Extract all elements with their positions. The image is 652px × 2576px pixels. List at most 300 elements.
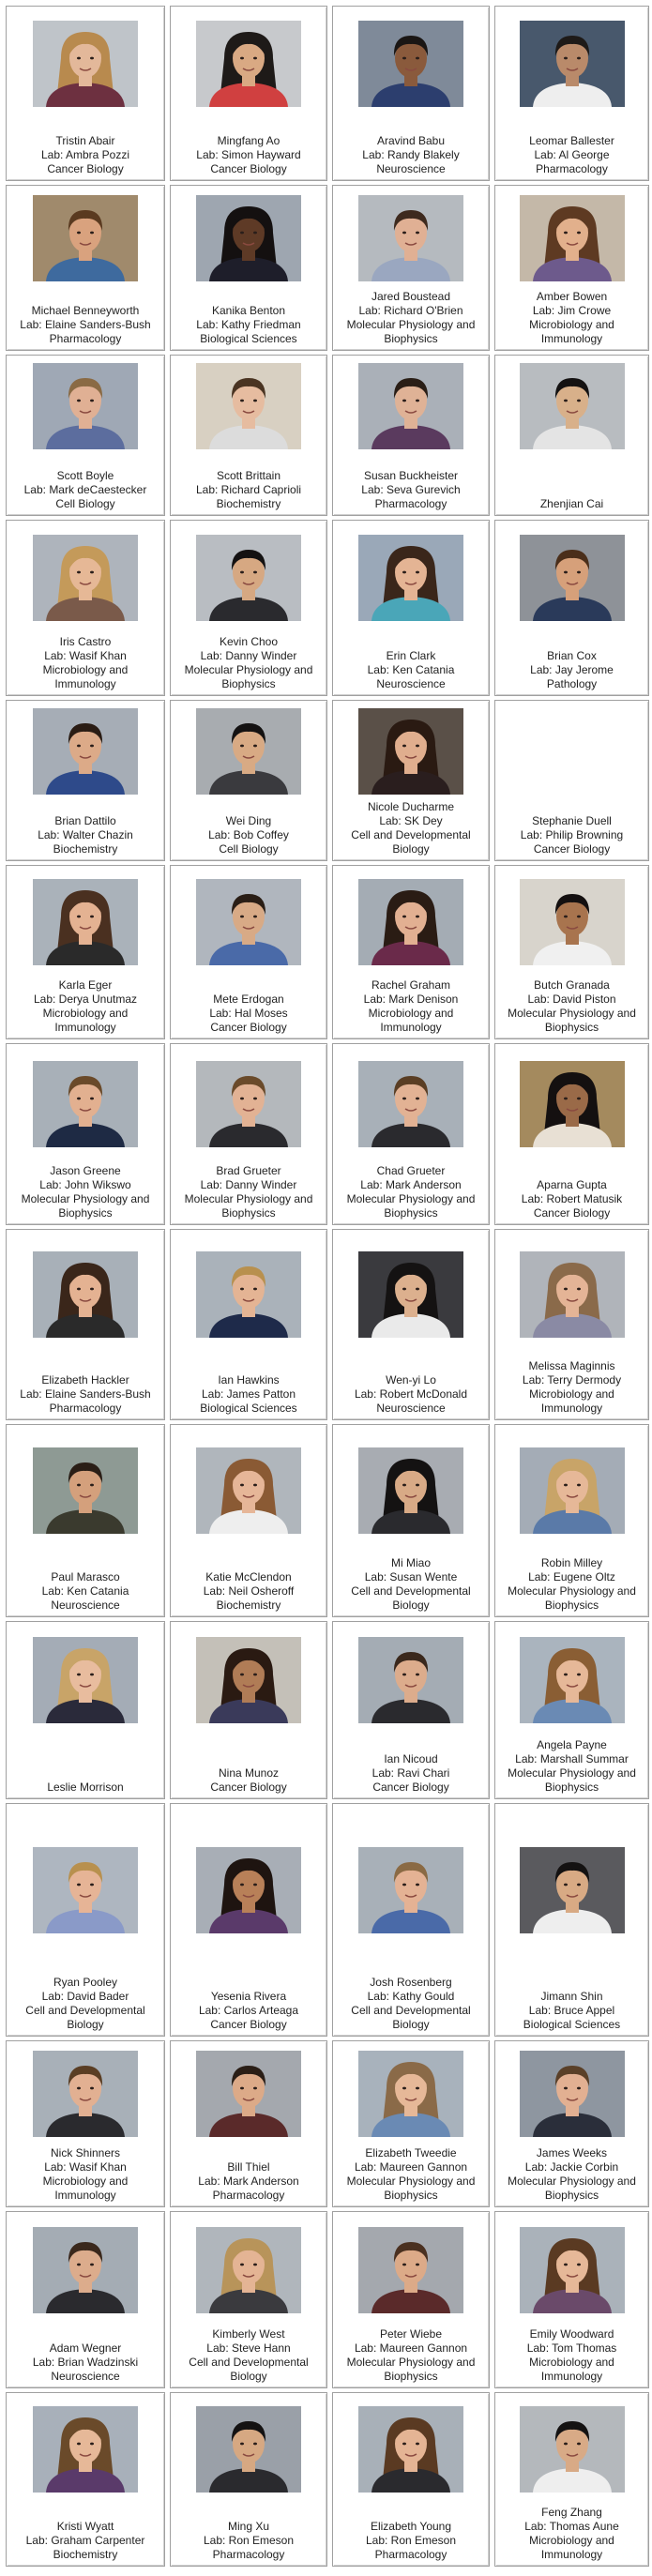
person-info — [173, 2160, 325, 2203]
portrait-photo — [196, 195, 301, 281]
portrait-photo — [33, 879, 138, 965]
person-name: Kevin Choo — [219, 635, 279, 648]
lab-label: Lab: David Piston — [527, 993, 616, 1006]
portrait-photo — [358, 363, 463, 449]
person-info — [497, 1738, 646, 1795]
portrait-photo — [358, 1637, 463, 1723]
person-name: Jimann Shin — [540, 1990, 603, 2003]
department-label: Molecular Physiology and — [184, 1192, 313, 1205]
portrait-photo — [520, 1847, 625, 1933]
person-card — [6, 2211, 165, 2388]
portrait-photo — [520, 2406, 625, 2493]
person-card — [494, 1424, 649, 1617]
person-name: Paul Marasco — [51, 1570, 120, 1583]
person-name: Amber Bowen — [536, 290, 608, 303]
person-info — [335, 1976, 487, 2032]
person-name: Jason Greene — [50, 1164, 121, 1177]
person-card — [6, 185, 165, 351]
person-info — [335, 290, 487, 346]
person-name: Kimberly West — [212, 2327, 285, 2341]
lab-label: Lab: Philip Browning — [520, 828, 624, 841]
person-card — [494, 1803, 649, 2037]
lab-label: Lab: Richard O'Brien — [358, 304, 463, 317]
person-name: Nina Munoz — [218, 1766, 280, 1780]
department-label: Molecular Physiology and — [508, 1584, 636, 1598]
person-name: Brian Cox — [547, 649, 597, 662]
department-label: Pharmacology — [212, 2189, 285, 2202]
portrait-photo — [358, 1251, 463, 1338]
department-label: Biophysics — [58, 1206, 113, 1220]
person-info — [173, 993, 325, 1035]
person-name: Yesenia Rivera — [210, 1990, 287, 2003]
person-info — [173, 1766, 325, 1795]
person-card — [170, 185, 327, 351]
department-label: Cell Biology — [55, 497, 115, 510]
person-card — [332, 2211, 490, 2388]
person-card — [494, 6, 649, 181]
portrait-photo — [358, 195, 463, 281]
person-info — [335, 2520, 487, 2562]
person-card — [6, 520, 165, 696]
lab-label: Lab: Marshall Summar — [515, 1752, 629, 1765]
department-label: Immunology — [54, 1021, 116, 1034]
lab-label: Lab: Graham Carpenter — [25, 2534, 145, 2547]
lab-label: Lab: Jackie Corbin — [524, 2160, 619, 2174]
lab-label: Lab: Ambra Pozzi — [40, 148, 130, 161]
person-info — [497, 814, 646, 856]
portrait-photo — [358, 708, 463, 795]
portrait-photo — [358, 535, 463, 621]
lab-label: Lab: Susan Wente — [364, 1570, 458, 1583]
portrait-photo — [196, 1847, 301, 1933]
portrait-photo — [196, 2227, 301, 2313]
lab-label: Lab: Jay Jerome — [530, 663, 614, 676]
department-label: Biophysics — [384, 2370, 438, 2383]
lab-label: Lab: Elaine Sanders-Bush — [20, 318, 151, 331]
person-card — [6, 1621, 165, 1799]
person-info — [8, 1780, 162, 1795]
lab-label: Lab: Jim Crowe — [532, 304, 612, 317]
portrait-photo — [33, 2051, 138, 2137]
person-card — [6, 700, 165, 861]
lab-label: Lab: Danny Winder — [200, 649, 297, 662]
person-name: Elizabeth Tweedie — [365, 2146, 457, 2159]
department-label: Molecular Physiology and — [346, 2174, 476, 2188]
portrait-photo — [33, 363, 138, 449]
person-card — [494, 355, 649, 516]
portrait-photo — [520, 535, 625, 621]
person-info — [8, 2520, 162, 2562]
department-label: Biochemistry — [53, 2548, 118, 2561]
person-info — [497, 2506, 646, 2562]
person-name: James Weeks — [536, 2146, 608, 2159]
lab-label: Lab: Al George — [534, 148, 610, 161]
portrait-photo — [196, 535, 301, 621]
portrait-photo — [520, 1251, 625, 1338]
department-label: Cell and Developmental — [25, 2004, 145, 2017]
person-card — [332, 185, 490, 351]
department-label: Pharmacology — [374, 497, 447, 510]
lab-label: Lab: Richard Caprioli — [195, 483, 302, 496]
person-card — [494, 1229, 649, 1420]
lab-label: Lab: Kathy Gould — [367, 1990, 455, 2003]
person-name: Peter Wiebe — [379, 2327, 443, 2341]
department-label: Cell and Developmental — [189, 2356, 309, 2369]
person-card — [6, 1043, 165, 1225]
lab-label: Lab: Maureen Gannon — [354, 2160, 468, 2174]
lab-label: Lab: Thomas Aune — [524, 2520, 619, 2533]
department-label: Neuroscience — [376, 162, 446, 175]
department-label: Immunology — [380, 1021, 442, 1034]
department-label: Immunology — [540, 1402, 603, 1415]
department-label: Biophysics — [221, 1206, 276, 1220]
person-card — [170, 1424, 327, 1617]
person-card — [494, 2211, 649, 2388]
portrait-photo — [358, 2406, 463, 2493]
lab-label: Lab: Terry Dermody — [522, 1373, 622, 1386]
lab-label: Lab: Ken Catania — [41, 1584, 129, 1598]
person-info — [497, 1990, 646, 2032]
person-card — [170, 2392, 327, 2567]
lab-label: Lab: Elaine Sanders-Bush — [20, 1387, 151, 1401]
lab-label: Lab: SK Dey — [379, 814, 443, 827]
person-info — [335, 1164, 487, 1220]
department-label: Cancer Biology — [210, 1021, 287, 1034]
department-label: Microbiology and — [529, 2534, 614, 2547]
person-name: Ian Nicoud — [384, 1752, 438, 1765]
department-label: Immunology — [540, 2370, 603, 2383]
person-name: Nicole Ducharme — [367, 800, 455, 813]
department-label: Biological Sciences — [200, 1402, 297, 1415]
portrait-photo — [196, 1061, 301, 1147]
lab-label: Lab: Eugene Oltz — [528, 1570, 615, 1583]
portrait-photo — [358, 2227, 463, 2313]
person-card — [494, 185, 649, 351]
person-info — [497, 2146, 646, 2203]
person-name: Iris Castro — [59, 635, 112, 648]
person-info — [173, 134, 325, 176]
lab-label: Lab: Seva Gurevich — [361, 483, 461, 496]
person-card — [170, 2040, 327, 2207]
person-info — [497, 1178, 646, 1220]
department-label: Pharmacology — [536, 162, 608, 175]
department-label: Neuroscience — [376, 1402, 446, 1415]
person-info — [173, 2327, 325, 2384]
person-name: Susan Buckheister — [363, 469, 459, 482]
department-label: Molecular Physiology and — [508, 2174, 636, 2188]
department-label: Cell and Developmental — [351, 1584, 471, 1598]
department-label: Neuroscience — [376, 677, 446, 690]
person-info — [8, 469, 162, 511]
person-name: Aparna Gupta — [537, 1178, 607, 1191]
person-name: Ian Hawkins — [218, 1373, 280, 1386]
department-label: Pharmacology — [212, 2548, 285, 2561]
person-name: Zhenjian Cai — [539, 497, 604, 510]
portrait-photo — [520, 1061, 625, 1147]
person-card — [332, 1229, 490, 1420]
person-card — [170, 1803, 327, 2037]
department-label: Neuroscience — [51, 1599, 120, 1612]
person-info — [8, 134, 162, 176]
person-card — [170, 2211, 327, 2388]
person-card — [494, 2040, 649, 2207]
portrait-photo — [33, 708, 138, 795]
person-name: Emily Woodward — [529, 2327, 614, 2341]
portrait-photo — [358, 21, 463, 107]
person-info — [173, 1164, 325, 1220]
department-label: Molecular Physiology and — [346, 2356, 476, 2369]
person-name: Wen-yi Lo — [386, 1373, 436, 1386]
person-card — [6, 355, 165, 516]
department-label: Immunology — [540, 2548, 603, 2561]
portrait-photo — [33, 2227, 138, 2313]
person-card — [332, 1803, 490, 2037]
person-card — [332, 1424, 490, 1617]
portrait-photo — [358, 1447, 463, 1534]
portrait-photo — [196, 1637, 301, 1723]
portrait-photo — [33, 1447, 138, 1534]
person-info — [173, 304, 325, 346]
person-name: Angela Payne — [537, 1738, 607, 1751]
lab-label: Lab: Bob Coffey — [208, 828, 289, 841]
department-label: Biological Sciences — [523, 2018, 621, 2031]
person-info — [335, 1373, 487, 1416]
lab-label: Lab: Ken Catania — [367, 663, 455, 676]
portrait-photo — [358, 2051, 463, 2137]
department-label: Microbiology and — [529, 318, 614, 331]
portrait-photo — [196, 2406, 301, 2493]
person-info — [8, 2341, 162, 2384]
department-label: Neuroscience — [51, 2370, 120, 2383]
lab-label: Lab: Maureen Gannon — [354, 2341, 468, 2355]
department-label: Cancer Biology — [533, 842, 611, 856]
person-name: Leomar Ballester — [529, 134, 614, 147]
lab-label: Lab: Steve Hann — [206, 2341, 291, 2355]
portrait-photo — [33, 21, 138, 107]
person-card — [494, 700, 649, 861]
person-info — [497, 1359, 646, 1416]
department-label: Cell and Developmental — [351, 828, 471, 841]
department-label: Cancer Biology — [210, 2018, 287, 2031]
person-name: Wei Ding — [225, 814, 272, 827]
department-label: Pharmacology — [49, 1402, 122, 1415]
department-label: Biophysics — [384, 1206, 438, 1220]
person-name: Brian Dattilo — [54, 814, 116, 827]
person-name: Michael Benneyworth — [31, 304, 140, 317]
person-info — [8, 635, 162, 691]
person-name: Josh Rosenberg — [370, 1976, 452, 1989]
person-name: Scott Boyle — [56, 469, 114, 482]
person-info — [497, 2327, 646, 2384]
person-card — [494, 1043, 649, 1225]
person-info — [335, 978, 487, 1035]
person-name: Katie McClendon — [205, 1570, 292, 1583]
portrait-photo — [196, 1251, 301, 1338]
department-label: Biochemistry — [53, 842, 118, 856]
person-info — [8, 978, 162, 1035]
portrait-photo — [196, 1447, 301, 1534]
department-label: Biophysics — [544, 1599, 599, 1612]
portrait-photo — [33, 1061, 138, 1147]
person-info — [497, 978, 646, 1035]
person-info — [497, 290, 646, 346]
lab-label: Lab: Wasif Khan — [44, 2160, 127, 2174]
lab-label: Lab: Tom Thomas — [526, 2341, 617, 2355]
department-label: Biophysics — [221, 677, 276, 690]
lab-label: Lab: Mark Denison — [363, 993, 459, 1006]
person-info — [497, 649, 646, 691]
person-info — [497, 1556, 646, 1613]
portrait-photo — [520, 1447, 625, 1534]
department-label: Biological Sciences — [200, 332, 297, 345]
person-info — [173, 635, 325, 691]
person-card — [494, 2392, 649, 2567]
portrait-photo — [33, 1637, 138, 1723]
lab-label: Lab: Hal Moses — [209, 1007, 288, 1020]
department-label: Pharmacology — [49, 332, 122, 345]
person-name: Melissa Maginnis — [528, 1359, 615, 1372]
person-name: Mi Miao — [390, 1556, 431, 1569]
person-name: Elizabeth Hackler — [41, 1373, 129, 1386]
person-card — [170, 1229, 327, 1420]
person-info — [335, 134, 487, 176]
lab-label: Lab: Neil Osheroff — [203, 1584, 295, 1598]
person-card — [6, 6, 165, 181]
lab-label: Lab: Derya Unutmaz — [33, 993, 138, 1006]
person-card — [332, 700, 490, 861]
department-label: Biophysics — [384, 332, 438, 345]
department-label: Biochemistry — [216, 1599, 281, 1612]
person-card — [170, 6, 327, 181]
department-label: Cancer Biology — [210, 1780, 287, 1794]
person-name: Brad Grueter — [216, 1164, 281, 1177]
person-info — [335, 800, 487, 856]
person-name: Bill Thiel — [227, 2160, 270, 2174]
portrait-photo — [520, 1637, 625, 1723]
department-label: Biophysics — [544, 1021, 599, 1034]
person-card — [332, 6, 490, 181]
portrait-photo — [520, 2227, 625, 2313]
person-info — [335, 1752, 487, 1795]
department-label: Biology — [392, 842, 430, 856]
person-card — [6, 2392, 165, 2567]
person-info — [8, 1570, 162, 1613]
person-card — [170, 1621, 327, 1799]
person-card — [170, 700, 327, 861]
department-label: Pathology — [546, 677, 598, 690]
person-name: Rachel Graham — [371, 978, 451, 992]
lab-label: Lab: Bruce Appel — [528, 2004, 615, 2017]
department-label: Microbiology and — [42, 1007, 129, 1020]
department-label: Biophysics — [384, 2189, 438, 2202]
person-name: Kanika Benton — [211, 304, 286, 317]
lab-label: Lab: Walter Chazin — [38, 828, 133, 841]
department-label: Cell and Developmental — [351, 2004, 471, 2017]
department-label: Molecular Physiology and — [21, 1192, 150, 1205]
portrait-photo — [33, 2406, 138, 2493]
person-name: Adam Wegner — [49, 2341, 122, 2355]
portrait-photo — [196, 21, 301, 107]
person-name: Chad Grueter — [376, 1164, 446, 1177]
person-card — [170, 865, 327, 1039]
department-label: Biology — [67, 2018, 104, 2031]
portrait-photo — [196, 879, 301, 965]
person-card — [494, 865, 649, 1039]
person-name: Butch Granada — [534, 978, 610, 992]
lab-label: Lab: Ravi Chari — [371, 1766, 450, 1780]
portrait-photo — [520, 879, 625, 965]
person-card — [6, 1229, 165, 1420]
lab-label: Lab: Brian Wadzinski — [32, 2356, 139, 2369]
portrait-photo — [33, 195, 138, 281]
lab-label: Lab: Randy Blakely — [362, 148, 460, 161]
portrait-photo — [196, 363, 301, 449]
lab-label: Lab: Kathy Friedman — [196, 318, 301, 331]
person-card — [170, 1043, 327, 1225]
person-name: Aravind Babu — [376, 134, 446, 147]
department-label: Microbiology and — [368, 1007, 454, 1020]
department-label: Microbiology and — [42, 663, 129, 676]
department-label: Microbiology and — [42, 2174, 129, 2188]
person-info — [8, 1164, 162, 1220]
department-label: Cancer Biology — [372, 1780, 449, 1794]
department-label: Immunology — [540, 332, 603, 345]
person-info — [173, 1570, 325, 1613]
person-info — [335, 1556, 487, 1613]
department-label: Microbiology and — [529, 1387, 614, 1401]
person-name: Elizabeth Young — [370, 2520, 452, 2533]
department-label: Pharmacology — [374, 2548, 447, 2561]
person-info — [173, 814, 325, 856]
person-info — [173, 469, 325, 511]
person-info — [173, 1373, 325, 1416]
department-label: Cell Biology — [219, 842, 279, 856]
department-label: Biophysics — [544, 1780, 599, 1794]
person-name: Nick Shinners — [50, 2146, 121, 2159]
person-name: Leslie Morrison — [47, 1780, 124, 1794]
department-label: Immunology — [54, 677, 116, 690]
department-label: Biology — [230, 2370, 267, 2383]
person-card — [332, 1621, 490, 1799]
person-card — [332, 520, 490, 696]
portrait-photo — [33, 1847, 138, 1933]
portrait-photo — [520, 2051, 625, 2137]
portrait-photo — [358, 1847, 463, 1933]
person-info — [8, 814, 162, 856]
person-info — [335, 2327, 487, 2384]
person-name: Jared Boustead — [371, 290, 451, 303]
person-name: Scott Brittain — [216, 469, 281, 482]
person-name: Mingfang Ao — [217, 134, 281, 147]
person-name: Feng Zhang — [541, 2506, 602, 2519]
portrait-photo — [358, 879, 463, 965]
person-info — [497, 497, 646, 511]
portrait-photo — [520, 21, 625, 107]
department-label: Molecular Physiology and — [508, 1766, 636, 1780]
department-label: Biology — [392, 1599, 430, 1612]
person-card — [6, 1424, 165, 1617]
department-label: Cancer Biology — [47, 162, 124, 175]
department-label: Molecular Physiology and — [184, 663, 313, 676]
person-card — [332, 2040, 490, 2207]
person-info — [497, 134, 646, 176]
portrait-photo — [196, 708, 301, 795]
person-card — [6, 2040, 165, 2207]
person-card — [332, 2392, 490, 2567]
portrait-photo — [520, 363, 625, 449]
person-name: Mete Erdogan — [213, 993, 284, 1006]
department-label: Molecular Physiology and — [346, 1192, 476, 1205]
